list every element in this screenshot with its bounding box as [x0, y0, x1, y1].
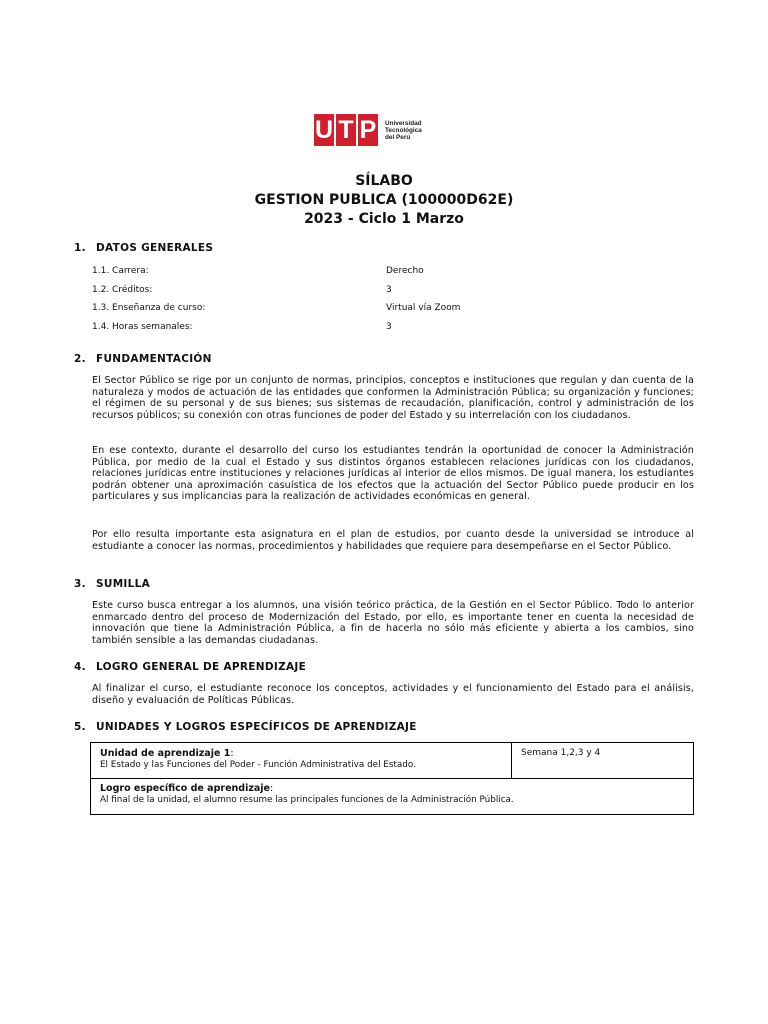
logro-title-colon: :	[269, 783, 274, 794]
logro-especifico-text: Al final de la unidad, el alumno resume las principales funciones de la Administración Pública.	[100, 795, 514, 805]
datos-value-creditos: 3	[386, 285, 392, 295]
section-number: 2.	[74, 353, 86, 365]
sumilla-paragraph: Este curso busca entregar a los alumnos, una visión teórico práctica, de la Gestión en el Sector Público. Todo lo anterior enmarcado dentro del proceso de Modernización del Estado, por ello, es importante tener en cuenta la necesidad de innovación que tiene la Administración Pública, a fin de hacerla no sólo más eficiente y abierta a los cambios, sino también sensible a las demandas ciudadanas.	[92, 600, 694, 646]
section-heading-fundamentacion	[74, 353, 212, 365]
datos-label-horas: 1.4. Horas semanales:	[92, 322, 193, 332]
unit-cell	[91, 743, 512, 778]
unit-title-text: Unidad de aprendizaje 1	[100, 748, 231, 759]
utp-logo	[314, 114, 422, 146]
datos-label-creditos: 1.2. Créditos:	[92, 285, 153, 295]
datos-label-carrera: 1.1. Carrera:	[92, 266, 149, 276]
units-table	[90, 742, 694, 815]
logro-general-paragraph: Al finalizar el curso, el estudiante reconoce los conceptos, actividades y el funcionamiento del Estado para el análisis, diseño y evaluación de Políticas Públicas.	[92, 683, 694, 706]
logo-letter-t: T	[336, 114, 356, 146]
section-number: 3.	[74, 578, 86, 590]
course-name: GESTION PUBLICA (100000D62E)	[254, 192, 514, 208]
section-title: SUMILLA	[96, 578, 151, 590]
document-title: SÍLABO	[355, 173, 413, 189]
section-heading-sumilla	[74, 578, 150, 590]
unit-title-colon: :	[230, 748, 234, 759]
logro-especifico-title	[100, 783, 273, 794]
fundamentacion-paragraph-2: En ese contexto, durante el desarrollo del curso los estudiantes tendrán la oportunidad de conocer la Administración Pública, por medio de la cual el Estado y sus distintos órganos establecen relaciones jurídicas con los ciudadanos, relaciones jurídicas entre instituciones y relaciones jurídicas al interior de ellos mismos. De igual manera, los estudiantes podrán obtener una aproximación casuística de los efectos que la actuación del Sector Público puede producir en los particulares y sus implicancias para la realización de actividades económicas en general.	[92, 445, 694, 503]
section-title: UNIDADES Y LOGROS ESPECÍFICOS DE APRENDIZAJE	[96, 721, 417, 733]
table-row	[91, 779, 693, 814]
unit-weeks: Semana 1,2,3 y 4	[521, 748, 601, 758]
weeks-cell	[512, 743, 693, 778]
datos-value-horas: 3	[386, 322, 392, 332]
datos-label-ensenanza: 1.3. Enseñanza de curso:	[92, 303, 206, 313]
section-title: DATOS GENERALES	[96, 242, 214, 254]
datos-value-carrera: Derecho	[386, 266, 424, 276]
section-heading-datos-generales	[74, 242, 213, 254]
logo-letter-u: U	[314, 114, 334, 146]
unit-description: El Estado y las Funciones del Poder - Función Administrativa del Estado.	[100, 760, 416, 770]
logo-letter-p: P	[358, 114, 378, 146]
unit-title	[100, 748, 234, 759]
logo-line-2: Tecnológica	[385, 126, 422, 134]
logo-wordmark	[385, 120, 422, 141]
section-number: 4.	[74, 661, 86, 673]
table-row	[91, 743, 693, 779]
section-title: LOGRO GENERAL DE APRENDIZAJE	[96, 661, 307, 673]
fundamentacion-paragraph-3: Por ello resulta importante esta asignatura en el plan de estudios, por cuanto desde la universidad se introduce al estudiante a conocer las normas, procedimientos y habilidades que requiere para desempeñarse en el Sector Público.	[92, 529, 694, 552]
datos-value-ensenanza: Virtual vía Zoom	[386, 303, 461, 313]
section-title: FUNDAMENTACIÓN	[96, 353, 212, 365]
logo-line-3: del Perú	[385, 133, 411, 141]
section-heading-logro-general	[74, 661, 306, 673]
section-number: 5.	[74, 721, 86, 733]
fundamentacion-paragraph-1: El Sector Público se rige por un conjunto de normas, principios, conceptos e instituciones que regulan y dan cuenta de la naturaleza y modos de actuación de las entidades que conformen la Administración Pública; su organización y funciones; el régimen de su personal y de sus bienes; sus sistemas de recaudación, planificación, control y administración de los recursos públicos; su conexión con otras funciones de poder del Estado y su interrelación con los ciudadanos.	[92, 375, 694, 421]
course-period: 2023 - Ciclo 1 Marzo	[304, 211, 464, 227]
section-number: 1.	[74, 242, 86, 254]
section-heading-unidades	[74, 721, 417, 733]
logro-title-text: Logro específico de aprendizaje	[100, 783, 270, 794]
logo-letters	[314, 114, 380, 146]
logo-line-1: Universidad	[385, 119, 422, 127]
